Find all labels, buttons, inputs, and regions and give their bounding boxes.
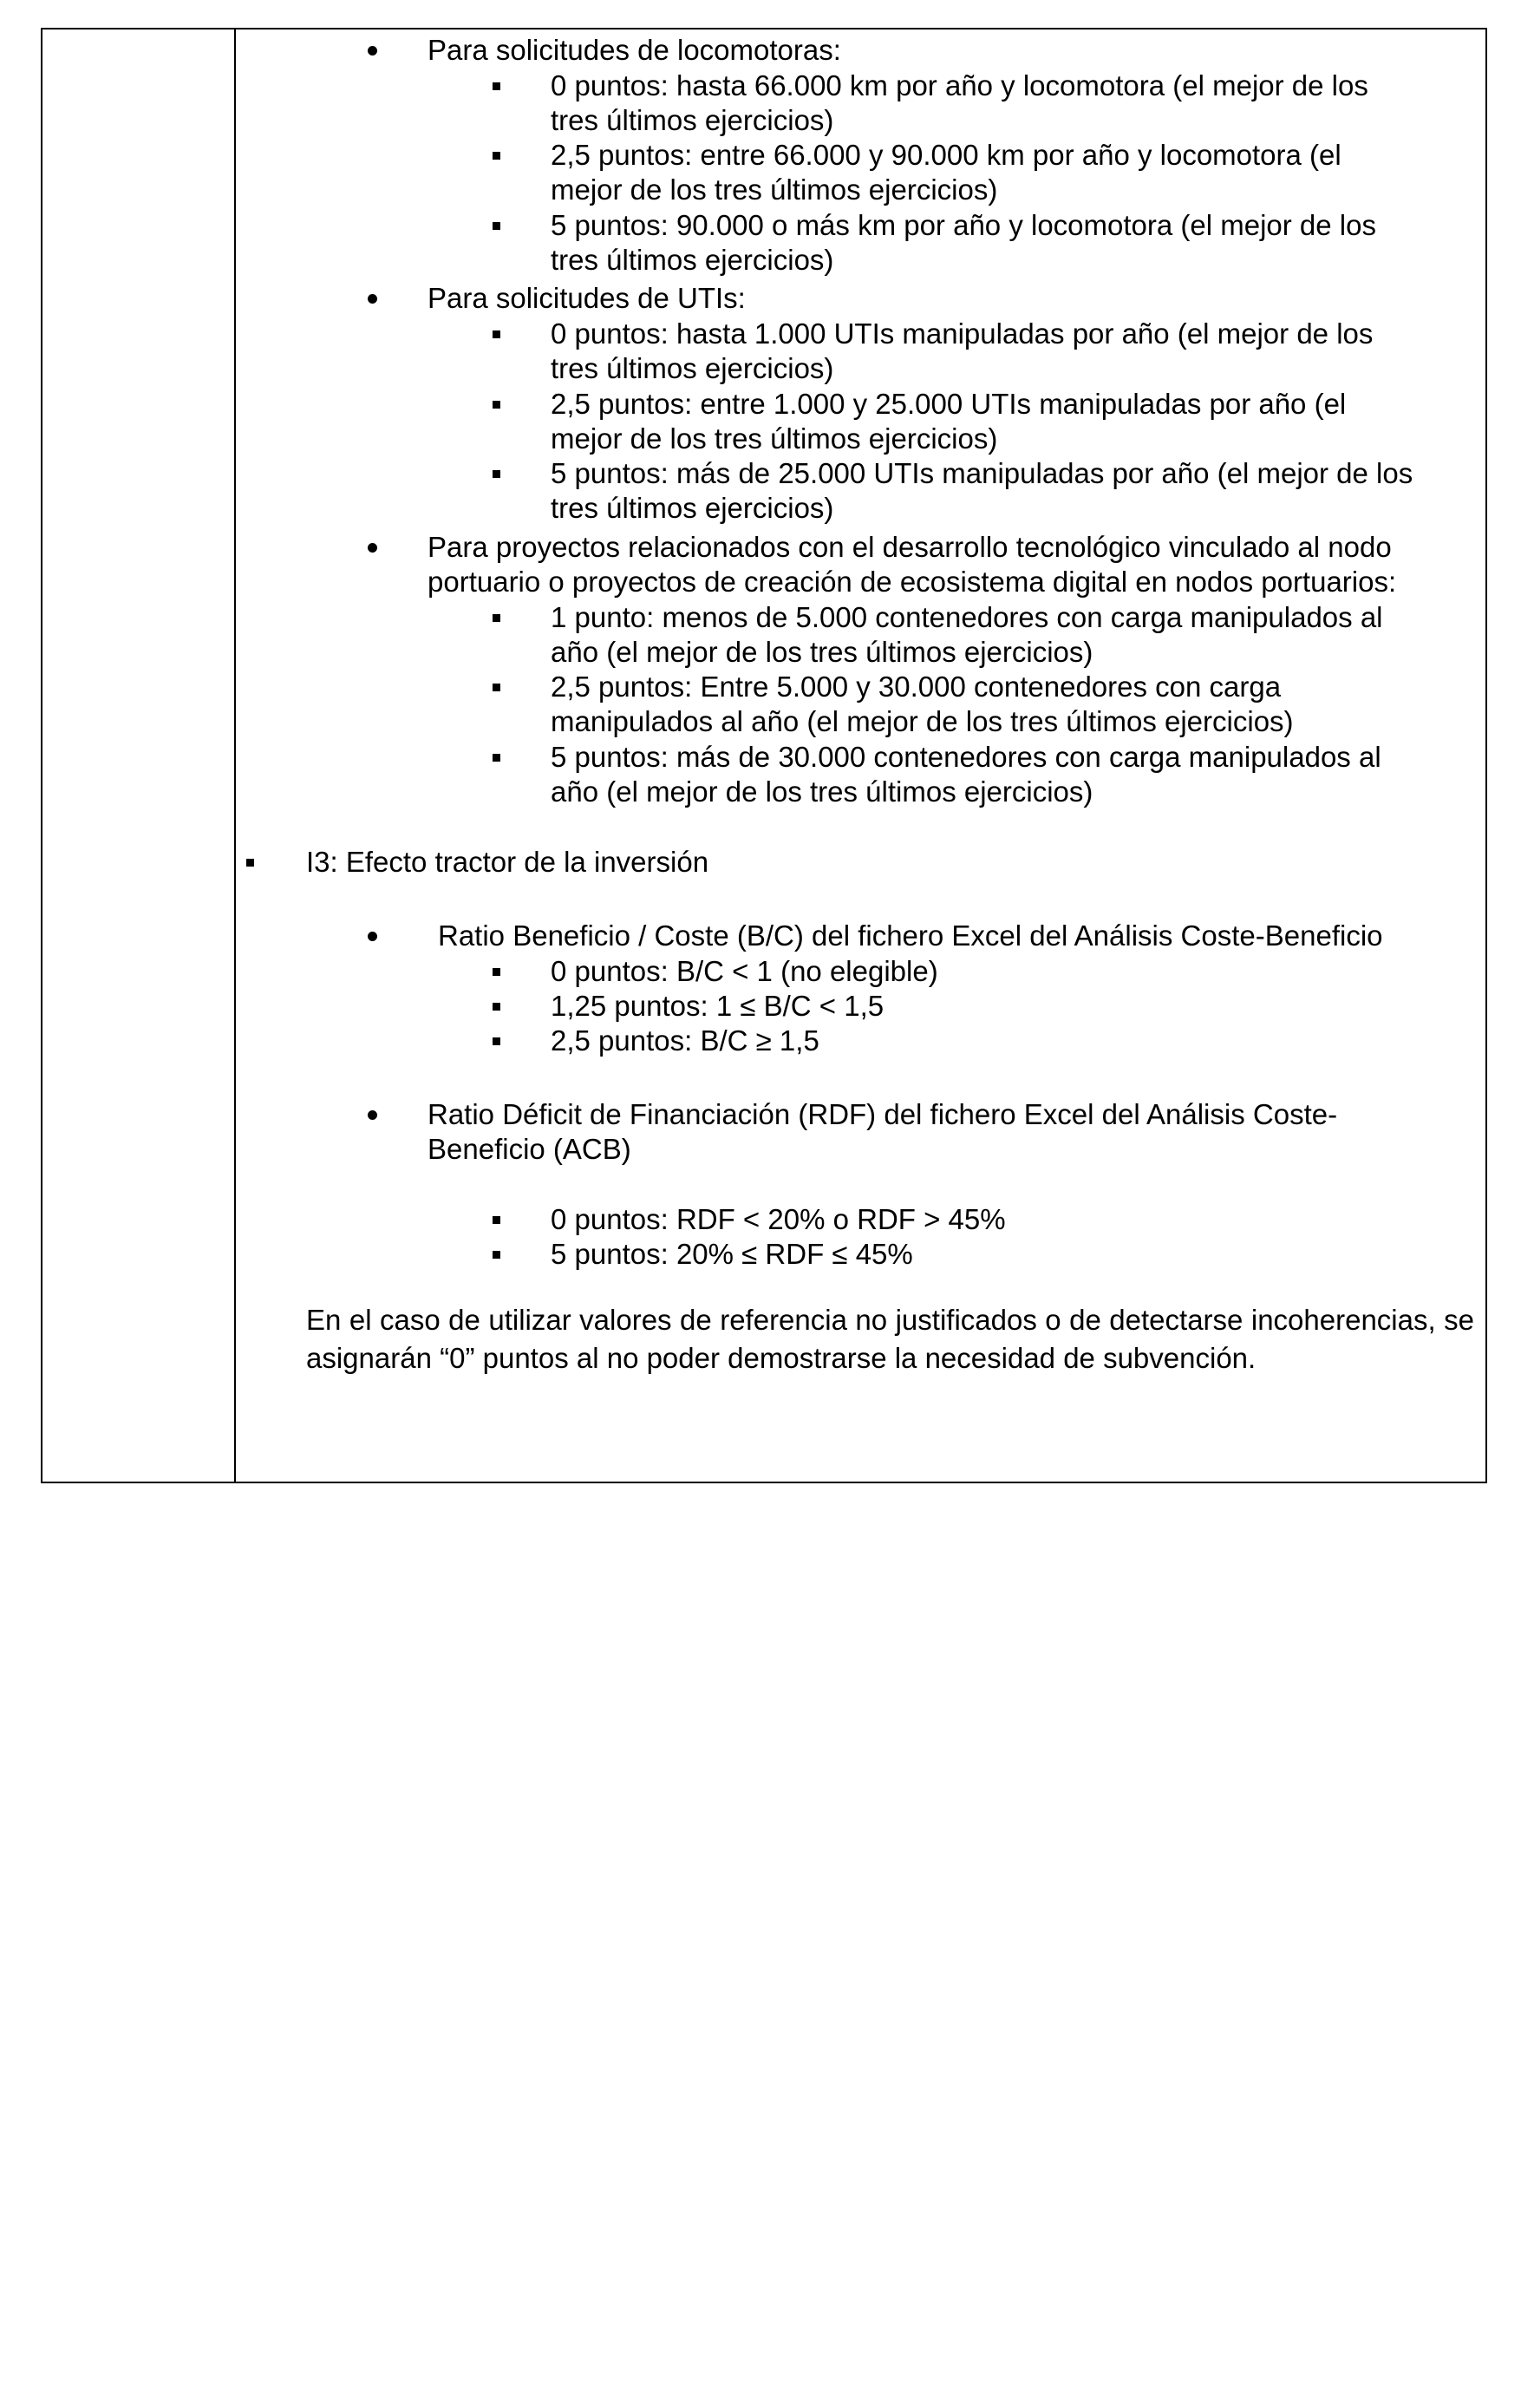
bullet-square-icon [493,1003,500,1011]
bullet-square-icon [493,330,500,338]
rdf-heading: Ratio Déficit de Financiación (RDF) del fichero Excel del Análisis Coste- [428,1098,1338,1130]
bc-heading: Ratio Beneficio / Coste (B/C) del fichero Excel del Análisis Coste-Beneficio [438,919,1383,952]
list-item-line: 2,5 puntos: Entre 5.000 y 30.000 contenedores con carga [551,671,1282,703]
bullet-square-icon [493,1251,500,1259]
list-item-line: año (el mejor de los tres últimos ejercicios) [551,775,1093,808]
group-heading: portuario o proyectos de creación de ecosistema digital en nodos portuarios: [428,566,1397,598]
list-item-line: 5 puntos: 90.000 o más km por año y locomotora (el mejor de los [551,209,1376,241]
list-item-line: 2,5 puntos: entre 1.000 y 25.000 UTIs manipuladas por año (el [551,388,1347,420]
list-item-line: 5 puntos: más de 25.000 UTIs manipuladas por año (el mejor de los [551,457,1413,489]
bullet-dot-icon [368,543,377,553]
bullet-square-icon [493,152,500,160]
list-item-line: mejor de los tres últimos ejercicios) [551,173,998,206]
bullet-square-icon [493,684,500,691]
bullet-square-icon [493,968,500,976]
list-item-line: 0 puntos: B/C < 1 (no elegible) [551,955,938,987]
column-divider [234,29,236,1482]
list-item-line: manipulados al año (el mejor de los tres últimos ejercicios) [551,705,1294,737]
list-item-line: mejor de los tres últimos ejercicios) [551,422,998,455]
list-item-line: 0 puntos: RDF < 20% o RDF > 45% [551,1203,1006,1235]
bullet-dot-icon [368,932,377,941]
bullet-square-icon [493,82,500,90]
bullet-square-icon [493,754,500,762]
bullet-dot-icon [368,294,377,304]
list-item-line: 0 puntos: hasta 1.000 UTIs manipuladas por año (el mejor de los [551,317,1374,350]
list-item-line: 0 puntos: hasta 66.000 km por año y locomotora (el mejor de los [551,69,1368,101]
list-item-line: tres últimos ejercicios) [551,244,834,276]
bullet-dot-icon [368,46,377,56]
list-item-line: 2,5 puntos: entre 66.000 y 90.000 km por año y locomotora (el [551,139,1341,171]
list-item-line: año (el mejor de los tres últimos ejercicios) [551,636,1093,668]
list-item-line: tres últimos ejercicios) [551,492,834,524]
bullet-dot-icon [368,1110,377,1120]
group-heading: Para proyectos relacionados con el desarrollo tecnológico vinculado al nodo [428,531,1392,563]
bullet-square-icon [493,222,500,230]
list-item-line: tres últimos ejercicios) [551,104,834,136]
bullet-square-icon [493,614,500,622]
list-item-line: 5 puntos: más de 30.000 contenedores con carga manipulados al [551,741,1381,773]
list-item-line: tres últimos ejercicios) [551,352,834,384]
bullet-square-icon [493,1216,500,1224]
group-heading: Para solicitudes de UTIs: [428,282,746,314]
bullet-square-icon [493,401,500,409]
group-heading: Para solicitudes de locomotoras: [428,34,841,66]
list-item-line: 2,5 puntos: B/C ≥ 1,5 [551,1024,819,1057]
closing-paragraph: En el caso de utilizar valores de referencia no justificados o de detectarse incoherencias, se asignarán “0” puntos al no poder demostrarse la necesidad de subvención. [306,1304,1474,1374]
bullet-square-icon [493,470,500,478]
list-item-line: 1 punto: menos de 5.000 contenedores con carga manipulados al [551,601,1383,633]
rdf-heading: Beneficio (ACB) [428,1133,631,1165]
list-item-line: 5 puntos: 20% ≤ RDF ≤ 45% [551,1238,913,1270]
list-item-line: 1,25 puntos: 1 ≤ B/C < 1,5 [551,990,884,1022]
bullet-square-icon [246,859,254,867]
bullet-square-icon [493,1037,500,1045]
i3-heading: I3: Efecto tractor de la inversión [306,846,709,878]
